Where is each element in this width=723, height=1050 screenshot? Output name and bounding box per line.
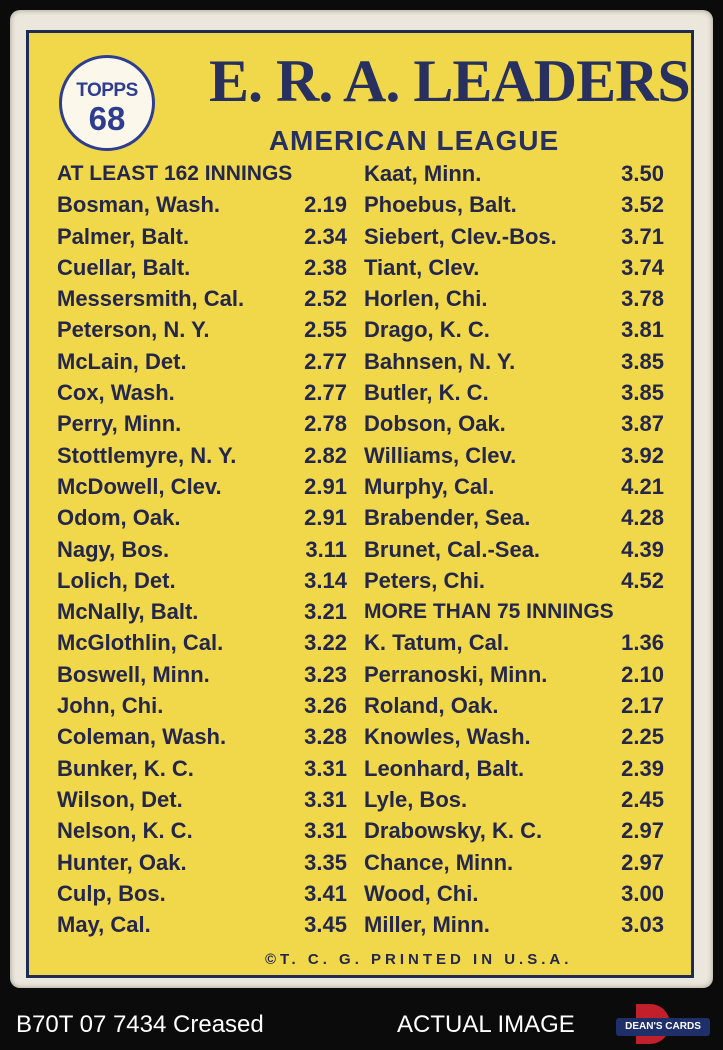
leader-row [57, 534, 347, 565]
pitcher-name: Tiant, Clev. [364, 254, 480, 280]
card-subtitle: AMERICAN LEAGUE [268, 125, 560, 156]
left-stat-column [57, 158, 347, 940]
pitcher-name: Stottlemyre, N. Y. [57, 442, 237, 468]
leader-row [364, 878, 664, 909]
pitcher-name: Butler, K. C. [364, 380, 489, 406]
pitcher-name: Lolich, Det. [57, 567, 176, 593]
right-stat-column [364, 158, 664, 940]
era-value: 2.97 [621, 818, 664, 844]
era-value: 3.71 [621, 223, 664, 249]
era-value: 3.92 [621, 442, 664, 468]
leader-row [57, 847, 347, 878]
era-value: 3.35 [304, 849, 347, 875]
leader-row [57, 314, 347, 345]
leader-row [364, 502, 664, 533]
pitcher-name: Bahnsen, N. Y. [364, 348, 516, 374]
era-value: 2.39 [621, 755, 664, 781]
era-value: 2.34 [304, 223, 347, 249]
pitcher-name: Leonhard, Balt. [364, 755, 525, 781]
pitcher-name: Drabowsky, K. C. [364, 818, 543, 844]
era-value: 3.50 [621, 161, 664, 186]
leader-row [57, 753, 347, 784]
leader-row [57, 189, 347, 220]
era-value: 2.78 [304, 411, 347, 437]
era-value: 4.28 [621, 505, 664, 531]
card-panel [26, 30, 694, 978]
era-value: 3.31 [304, 755, 347, 781]
era-value: 4.39 [621, 536, 664, 562]
leader-row [364, 314, 664, 345]
leader-row [57, 596, 347, 627]
trading-card-back [10, 10, 713, 988]
leader-row [57, 440, 347, 471]
era-value: 2.25 [621, 724, 664, 750]
leader-row [57, 659, 347, 690]
pitcher-name: Nagy, Bos. [57, 536, 170, 562]
pitcher-name: Knowles, Wash. [364, 724, 531, 750]
era-value: 3.22 [304, 630, 347, 656]
pitcher-name: Miller, Minn. [364, 912, 490, 938]
listing-caption: B70T 07 7434 Creased [16, 1011, 264, 1038]
leader-row [57, 721, 347, 752]
pitcher-name: Cuellar, Balt. [57, 254, 191, 280]
section-heading-label: MORE THAN 75 INNINGS [364, 600, 614, 624]
leader-row [57, 815, 347, 846]
leader-row [364, 534, 664, 565]
era-value: 2.52 [304, 286, 347, 312]
era-value: 2.77 [304, 348, 347, 374]
era-value: 3.85 [621, 348, 664, 374]
leader-row [364, 252, 664, 283]
pitcher-name: Perranoski, Minn. [364, 661, 548, 687]
pitcher-name: McGlothlin, Cal. [57, 630, 224, 656]
pitcher-name: Chance, Minn. [364, 849, 514, 875]
era-value: 3.31 [304, 786, 347, 812]
pitcher-name: Wood, Chi. [364, 880, 479, 906]
pitcher-name: Peterson, N. Y. [57, 317, 210, 343]
pitcher-name: K. Tatum, Cal. [364, 630, 510, 656]
leader-row [364, 721, 664, 752]
leader-row [364, 627, 664, 658]
leader-row [57, 283, 347, 314]
leader-row [57, 627, 347, 658]
leader-row [364, 471, 664, 502]
era-value: 3.14 [304, 567, 347, 593]
leader-row [57, 377, 347, 408]
leader-row [364, 909, 664, 940]
era-value: 3.81 [621, 317, 664, 343]
pitcher-name: Horlen, Chi. [364, 286, 488, 312]
pitcher-name: Palmer, Balt. [57, 223, 190, 249]
era-value: 2.82 [304, 442, 347, 468]
pitcher-name: Murphy, Cal. [364, 473, 495, 499]
era-value: 2.97 [621, 849, 664, 875]
era-value: 2.55 [304, 317, 347, 343]
leader-row [57, 565, 347, 596]
section-heading [364, 596, 664, 627]
leader-row [57, 471, 347, 502]
pitcher-name: Bunker, K. C. [57, 755, 194, 781]
leader-row [364, 690, 664, 721]
era-value: 3.78 [621, 286, 664, 312]
era-value: 3.31 [304, 818, 347, 844]
pitcher-name: Brunet, Cal.-Sea. [364, 536, 541, 562]
pitcher-name: Perry, Minn. [57, 411, 182, 437]
pitcher-name: Culp, Bos. [57, 880, 166, 906]
leader-row [364, 784, 664, 815]
pitcher-name: John, Chi. [57, 693, 164, 719]
era-value: 3.03 [621, 912, 664, 938]
era-value: 3.11 [305, 536, 347, 562]
leader-row [57, 878, 347, 909]
pitcher-name: McNally, Balt. [57, 599, 199, 625]
pitcher-name: Roland, Oak. [364, 693, 499, 719]
leader-row [364, 408, 664, 439]
badge-number: 68 [88, 100, 126, 137]
era-value: 4.52 [621, 567, 664, 593]
era-value: 3.00 [621, 880, 664, 906]
leader-row [364, 377, 664, 408]
pitcher-name: Lyle, Bos. [364, 786, 468, 812]
deans-cards-logo [616, 1004, 712, 1046]
leader-row [364, 659, 664, 690]
pitcher-name: McDowell, Clev. [57, 473, 222, 499]
card-number-badge [59, 55, 155, 151]
card-title: E. R. A. LEADERS [209, 48, 690, 114]
leader-row [57, 252, 347, 283]
pitcher-name: Odom, Oak. [57, 505, 181, 531]
pitcher-name: Dobson, Oak. [364, 411, 506, 437]
pitcher-name: Boswell, Minn. [57, 661, 210, 687]
era-value: 2.17 [621, 693, 664, 719]
leader-row [364, 753, 664, 784]
leader-row [57, 408, 347, 439]
era-value: 2.91 [304, 505, 347, 531]
leader-row [57, 502, 347, 533]
era-value: 3.41 [304, 880, 347, 906]
pitcher-name: Williams, Clev. [364, 442, 517, 468]
pitcher-name: McLain, Det. [57, 348, 187, 374]
era-value: 3.74 [621, 254, 664, 280]
era-value: 2.19 [304, 192, 347, 218]
pitcher-name: May, Cal. [57, 912, 151, 938]
leader-row [364, 221, 664, 252]
leader-row [57, 221, 347, 252]
era-value: 3.85 [621, 380, 664, 406]
pitcher-name: Siebert, Clev.-Bos. [364, 223, 557, 249]
era-value: 1.36 [621, 630, 664, 656]
leader-row [57, 346, 347, 377]
era-value: 2.45 [621, 786, 664, 812]
pitcher-name: Messersmith, Cal. [57, 286, 245, 312]
pitcher-name: Bosman, Wash. [57, 192, 220, 218]
era-value: 2.91 [304, 473, 347, 499]
badge-brand: TOPPS [76, 80, 138, 101]
pitcher-name: Hunter, Oak. [57, 849, 187, 875]
logo-text: DEAN'S CARDS [616, 1018, 710, 1036]
era-value: 3.45 [304, 912, 347, 938]
pitcher-name: Coleman, Wash. [57, 724, 227, 750]
pitcher-name: Peters, Chi. [364, 567, 486, 593]
leader-row [57, 784, 347, 815]
era-value: 2.10 [621, 661, 664, 687]
leader-row [364, 440, 664, 471]
leader-row [57, 690, 347, 721]
leader-row [57, 909, 347, 940]
pitcher-name: Nelson, K. C. [57, 818, 193, 844]
pitcher-name: Cox, Wash. [57, 380, 175, 406]
copyright-footer: ©T. C. G. PRINTED IN U.S.A. [265, 951, 573, 968]
leader-row [364, 189, 664, 220]
pitcher-name: Kaat, Minn. [364, 161, 482, 186]
section-heading [57, 158, 347, 189]
era-value: 3.28 [304, 724, 347, 750]
era-value: 4.21 [621, 473, 664, 499]
pitcher-name: Wilson, Det. [57, 786, 183, 812]
leader-row [364, 815, 664, 846]
era-value: 3.23 [304, 661, 347, 687]
era-value: 3.26 [304, 693, 347, 719]
pitcher-name: Drago, K. C. [364, 317, 490, 343]
era-value: 3.87 [621, 411, 664, 437]
era-value: 3.52 [621, 192, 664, 218]
era-value: 2.38 [304, 254, 347, 280]
leader-row [364, 346, 664, 377]
leader-row [364, 847, 664, 878]
pitcher-name: Brabender, Sea. [364, 505, 531, 531]
leader-row [364, 565, 664, 596]
leader-row [364, 283, 664, 314]
pitcher-name: Phoebus, Balt. [364, 192, 517, 218]
era-value: 2.77 [304, 380, 347, 406]
leader-row [364, 158, 664, 189]
era-value: 3.21 [304, 599, 347, 625]
actual-image-label: ACTUAL IMAGE [397, 1011, 575, 1038]
section-heading-label: AT LEAST 162 INNINGS [57, 162, 293, 185]
